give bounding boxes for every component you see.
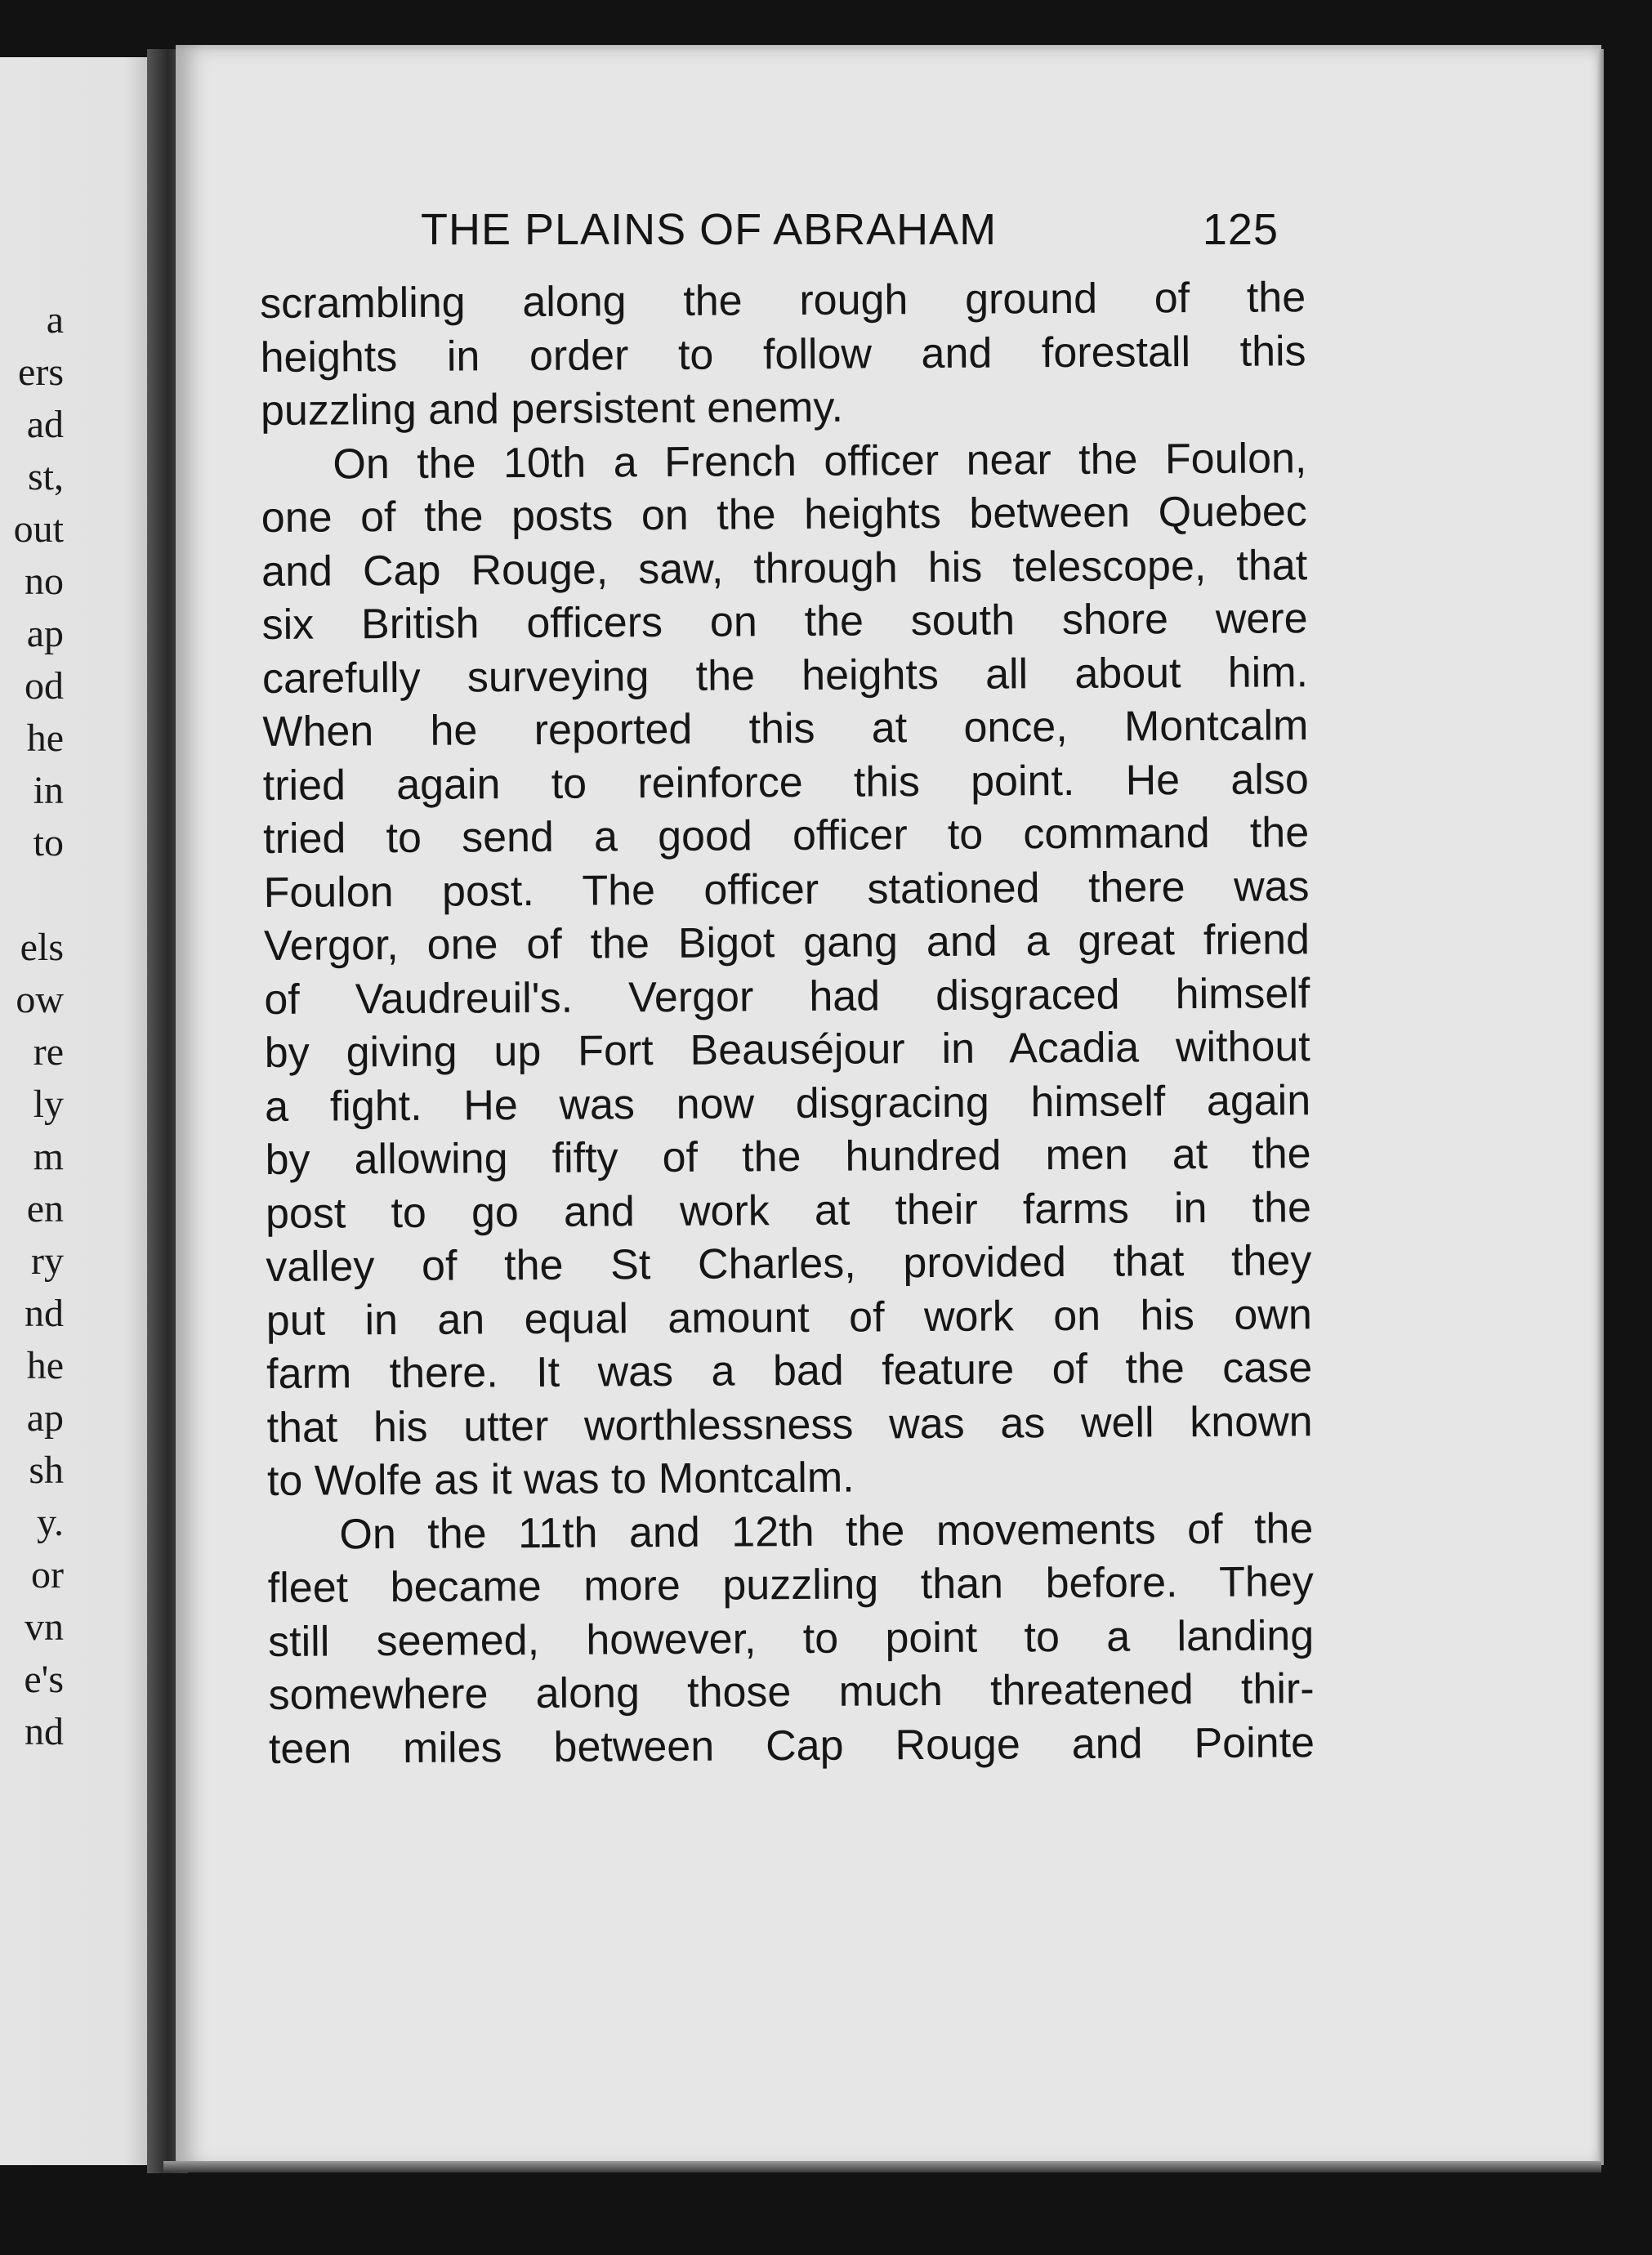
text-line: to Wolfe as it was to Montcalm.: [266, 1453, 855, 1505]
text-line: six British officers on the south shore were: [261, 595, 1308, 649]
page-number: 125: [1202, 205, 1279, 254]
left-fragment: ad: [26, 403, 64, 446]
left-fragment: re: [33, 1030, 64, 1074]
text-line: On the 11th and 12th the movements of the: [339, 1504, 1314, 1558]
left-fragment: [0, 869, 64, 922]
text-line: of Vaudreuil's. Vergor had disgraced himself: [264, 969, 1310, 1024]
text-line: valley of the St Charles, provided that they: [266, 1237, 1312, 1291]
left-fragment: or: [31, 1553, 64, 1596]
left-fragment: out: [13, 507, 64, 551]
left-fragment: ow: [16, 978, 64, 1021]
left-fragment: els: [20, 926, 64, 969]
left-fragment: no: [25, 560, 64, 603]
text-line: somewhere along those much threatened thir-: [268, 1665, 1315, 1719]
text-line: Foulon post. The officer stationed there was: [263, 862, 1310, 917]
text-line: heights in order to follow and forestall this: [260, 327, 1306, 382]
text-line: When he reported this at once, Montcalm: [262, 702, 1309, 756]
left-fragment: nd: [25, 1710, 64, 1753]
left-fragment: to: [33, 821, 64, 864]
text-line: and Cap Rouge, saw, through his telescope, that: [261, 541, 1308, 596]
text-line: tried again to reinforce this point. He also: [262, 755, 1309, 810]
text-line: carefully surveying the heights all about him.: [261, 648, 1309, 703]
left-fragment: e's: [24, 1658, 64, 1701]
text-line: that his utter worthlessness was as well known: [266, 1397, 1313, 1452]
left-fragment: sh: [29, 1449, 64, 1492]
left-fragment: ers: [18, 351, 64, 394]
left-fragment: en: [26, 1187, 64, 1230]
page-header: [421, 204, 1279, 270]
running-head: THE PLAINS OF ABRAHAM: [421, 205, 998, 254]
left-fragment: ap: [26, 612, 64, 655]
left-fragment: in: [33, 769, 64, 812]
left-fragment: m: [33, 1135, 64, 1178]
text-line: On the 10th a French officer near the Foulon,: [333, 434, 1307, 488]
text-line: one of the posts on the heights between Quebec: [261, 488, 1307, 542]
text-line: by giving up Fort Beauséjour in Acadia without: [264, 1023, 1310, 1077]
left-fragment: ry: [31, 1239, 64, 1283]
text-line: puzzling and persistent enemy.: [260, 383, 844, 435]
page-bottom-edge: [163, 2161, 1601, 2172]
left-fragment: ly: [33, 1083, 64, 1126]
body-text: [260, 271, 1315, 1776]
left-fragment: od: [25, 664, 64, 708]
left-fragment: a: [46, 298, 64, 342]
page-edge: [1597, 49, 1604, 2165]
left-fragment: he: [26, 1344, 64, 1387]
left-fragment: ap: [26, 1396, 64, 1440]
text-line: put in an equal amount of work on his own: [266, 1290, 1312, 1345]
text-line: a fight. He was now disgracing himself again: [265, 1076, 1311, 1131]
left-fragment: he: [26, 717, 64, 760]
left-fragment: vn: [25, 1605, 64, 1649]
text-line: tried to send a good officer to command the: [263, 809, 1310, 863]
left-fragment: y.: [37, 1501, 64, 1544]
text-line: Vergor, one of the Bigot gang and a great friend: [263, 916, 1310, 970]
left-fragment: st,: [27, 455, 64, 498]
text-line: still seemed, however, to point to a landing: [268, 1611, 1315, 1666]
text-line: post to go and work at their farms in the: [265, 1183, 1312, 1238]
text-line: scrambling along the rough ground of the: [260, 274, 1306, 328]
text-line: fleet became more puzzling than before. They: [267, 1558, 1314, 1612]
text-line: by allowing fifty of the hundred men at the: [265, 1130, 1311, 1184]
text-line: teen miles between Cap Rouge and Pointe: [268, 1718, 1315, 1773]
text-line: farm there. It was a bad feature of the case: [266, 1344, 1313, 1398]
left-fragment: nd: [25, 1292, 64, 1335]
left-page-text-fragments: [0, 294, 64, 1758]
